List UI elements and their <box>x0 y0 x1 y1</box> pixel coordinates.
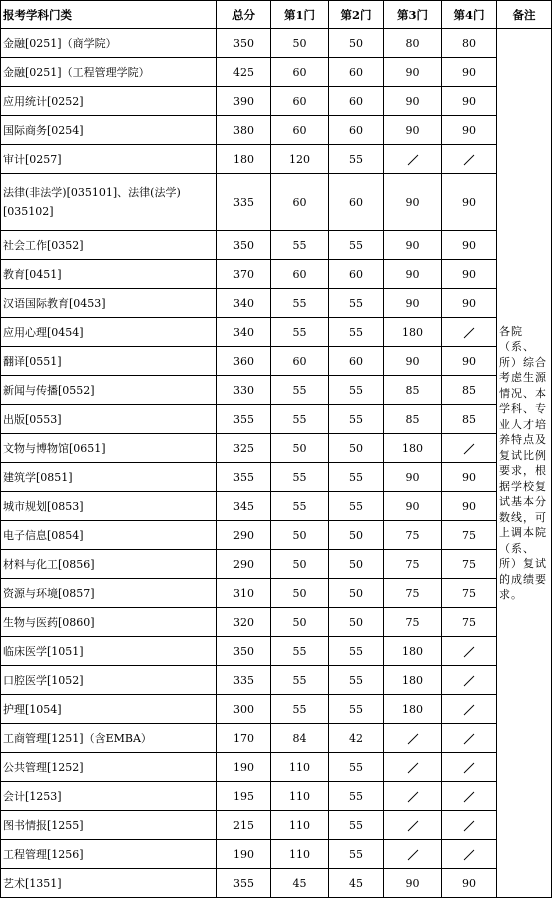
subject-cell: 国际商务[0254] <box>1 116 217 145</box>
third-score-cell: 90 <box>384 58 442 87</box>
second-score-cell: 50 <box>329 608 384 637</box>
fourth-score-cell: 75 <box>442 579 497 608</box>
subject-cell: 生物与医药[0860] <box>1 608 217 637</box>
third-score-cell: 90 <box>384 492 442 521</box>
first-score-cell: 45 <box>271 869 329 898</box>
table-row <box>1 840 552 869</box>
fourth-score-cell <box>442 666 497 695</box>
subject-cell: 应用心理[0454] <box>1 318 217 347</box>
table-row <box>1 434 552 463</box>
total-score-cell: 340 <box>217 318 271 347</box>
subject-cell: 护理[1054] <box>1 695 217 724</box>
first-score-cell: 50 <box>271 579 329 608</box>
table-row <box>1 231 552 260</box>
second-score-cell: 50 <box>329 434 384 463</box>
fourth-score-cell: 85 <box>442 376 497 405</box>
second-score-cell: 60 <box>329 260 384 289</box>
table-row <box>1 376 552 405</box>
second-score-cell: 60 <box>329 87 384 116</box>
slash-icon <box>463 849 475 861</box>
subject-cell: 教育[0451] <box>1 260 217 289</box>
header-subject: 报考学科门类 <box>1 1 217 29</box>
slash-icon <box>407 849 419 861</box>
subject-cell: 资源与环境[0857] <box>1 579 217 608</box>
second-score-cell: 50 <box>329 521 384 550</box>
first-score-cell: 60 <box>271 58 329 87</box>
subject-cell: 金融[0251]（工程管理学院） <box>1 58 217 87</box>
total-score-cell: 350 <box>217 29 271 58</box>
fourth-score-cell: 90 <box>442 116 497 145</box>
total-score-cell: 330 <box>217 376 271 405</box>
total-score-cell: 350 <box>217 637 271 666</box>
second-score-cell: 50 <box>329 550 384 579</box>
subject-cell: 公共管理[1252] <box>1 753 217 782</box>
total-score-cell: 340 <box>217 289 271 318</box>
total-score-cell: 350 <box>217 231 271 260</box>
slash-icon <box>463 646 475 658</box>
table-row <box>1 608 552 637</box>
total-score-cell: 190 <box>217 753 271 782</box>
third-score-cell <box>384 840 442 869</box>
total-score-cell: 300 <box>217 695 271 724</box>
second-score-cell: 55 <box>329 289 384 318</box>
third-score-cell <box>384 145 442 174</box>
table-row <box>1 405 552 434</box>
second-score-cell: 55 <box>329 231 384 260</box>
fourth-score-cell: 90 <box>442 869 497 898</box>
table-row <box>1 29 552 58</box>
total-score-cell: 425 <box>217 58 271 87</box>
fourth-score-cell <box>442 318 497 347</box>
third-score-cell: 85 <box>384 405 442 434</box>
fourth-score-cell <box>442 145 497 174</box>
table-row <box>1 724 552 753</box>
subject-cell: 审计[0257] <box>1 145 217 174</box>
subject-cell: 临床医学[1051] <box>1 637 217 666</box>
first-score-cell: 110 <box>271 840 329 869</box>
slash-icon <box>407 791 419 803</box>
total-score-cell: 290 <box>217 521 271 550</box>
subject-cell: 出版[0553] <box>1 405 217 434</box>
second-score-cell: 42 <box>329 724 384 753</box>
first-score-cell: 84 <box>271 724 329 753</box>
fourth-score-cell: 90 <box>442 87 497 116</box>
slash-icon <box>463 675 475 687</box>
third-score-cell: 90 <box>384 289 442 318</box>
first-score-cell: 60 <box>271 116 329 145</box>
first-score-cell: 50 <box>271 608 329 637</box>
second-score-cell: 55 <box>329 318 384 347</box>
header-third: 第3门 <box>384 1 442 29</box>
slash-icon <box>407 733 419 745</box>
first-score-cell: 55 <box>271 695 329 724</box>
fourth-score-cell <box>442 811 497 840</box>
subject-cell: 汉语国际教育[0453] <box>1 289 217 318</box>
second-score-cell: 60 <box>329 116 384 145</box>
subject-cell: 工程管理[1256] <box>1 840 217 869</box>
fourth-score-cell <box>442 434 497 463</box>
table-row <box>1 550 552 579</box>
first-score-cell: 55 <box>271 666 329 695</box>
subject-cell: 图书情报[1255] <box>1 811 217 840</box>
first-score-cell: 55 <box>271 492 329 521</box>
fourth-score-cell <box>442 782 497 811</box>
third-score-cell <box>384 782 442 811</box>
table-row <box>1 869 552 898</box>
first-score-cell: 60 <box>271 174 329 231</box>
table-row <box>1 492 552 521</box>
fourth-score-cell: 80 <box>442 29 497 58</box>
first-score-cell: 50 <box>271 29 329 58</box>
slash-icon <box>407 820 419 832</box>
third-score-cell <box>384 811 442 840</box>
fourth-score-cell: 85 <box>442 405 497 434</box>
table-row <box>1 666 552 695</box>
second-score-cell: 55 <box>329 145 384 174</box>
total-score-cell: 355 <box>217 869 271 898</box>
total-score-cell: 335 <box>217 174 271 231</box>
table-row <box>1 782 552 811</box>
third-score-cell: 180 <box>384 318 442 347</box>
fourth-score-cell: 75 <box>442 608 497 637</box>
second-score-cell: 50 <box>329 579 384 608</box>
second-score-cell: 55 <box>329 492 384 521</box>
total-score-cell: 180 <box>217 145 271 174</box>
second-score-cell: 45 <box>329 869 384 898</box>
table-row <box>1 463 552 492</box>
header-note: 备注 <box>497 1 552 29</box>
first-score-cell: 55 <box>271 231 329 260</box>
total-score-cell: 360 <box>217 347 271 376</box>
table-row <box>1 811 552 840</box>
first-score-cell: 55 <box>271 318 329 347</box>
first-score-cell: 60 <box>271 347 329 376</box>
slash-icon <box>407 154 419 166</box>
table-row <box>1 579 552 608</box>
slash-icon <box>463 443 475 455</box>
second-score-cell: 55 <box>329 463 384 492</box>
third-score-cell: 75 <box>384 579 442 608</box>
table-row <box>1 260 552 289</box>
table-row <box>1 695 552 724</box>
table-row <box>1 637 552 666</box>
table-row <box>1 347 552 376</box>
subject-cell: 口腔医学[1052] <box>1 666 217 695</box>
second-score-cell: 55 <box>329 376 384 405</box>
table-row <box>1 753 552 782</box>
subject-cell: 工商管理[1251]（含EMBA） <box>1 724 217 753</box>
first-score-cell: 55 <box>271 463 329 492</box>
third-score-cell <box>384 724 442 753</box>
total-score-cell: 325 <box>217 434 271 463</box>
third-score-cell: 75 <box>384 550 442 579</box>
table-row <box>1 87 552 116</box>
subject-cell: 材料与化工[0856] <box>1 550 217 579</box>
fourth-score-cell <box>442 753 497 782</box>
header-first: 第1门 <box>271 1 329 29</box>
total-score-cell: 190 <box>217 840 271 869</box>
header-fourth: 第4门 <box>442 1 497 29</box>
first-score-cell: 55 <box>271 405 329 434</box>
first-score-cell: 55 <box>271 289 329 318</box>
fourth-score-cell: 75 <box>442 521 497 550</box>
third-score-cell: 75 <box>384 521 442 550</box>
third-score-cell: 90 <box>384 347 442 376</box>
total-score-cell: 195 <box>217 782 271 811</box>
subject-cell: 社会工作[0352] <box>1 231 217 260</box>
subject-cell: 应用统计[0252] <box>1 87 217 116</box>
total-score-cell: 335 <box>217 666 271 695</box>
first-score-cell: 50 <box>271 521 329 550</box>
third-score-cell: 180 <box>384 637 442 666</box>
header-second: 第2门 <box>329 1 384 29</box>
total-score-cell: 370 <box>217 260 271 289</box>
table-row <box>1 289 552 318</box>
second-score-cell: 60 <box>329 58 384 87</box>
subject-cell: 文物与博物馆[0651] <box>1 434 217 463</box>
table-row <box>1 145 552 174</box>
first-score-cell: 55 <box>271 376 329 405</box>
total-score-cell: 310 <box>217 579 271 608</box>
table-row <box>1 521 552 550</box>
note-cell: 各院（系、所）综合考虑生源情况、本学科、专业人才培养特点及复试比例要求，根据学校复试基本分数线，可上调本院（系、所）复试的成绩要求。 <box>497 29 552 898</box>
second-score-cell: 55 <box>329 695 384 724</box>
fourth-score-cell: 90 <box>442 174 497 231</box>
subject-cell: 会计[1253] <box>1 782 217 811</box>
second-score-cell: 55 <box>329 782 384 811</box>
second-score-cell: 55 <box>329 840 384 869</box>
fourth-score-cell <box>442 637 497 666</box>
second-score-cell: 55 <box>329 811 384 840</box>
fourth-score-cell: 90 <box>442 463 497 492</box>
first-score-cell: 55 <box>271 637 329 666</box>
subject-cell: 新闻与传播[0552] <box>1 376 217 405</box>
table-row <box>1 318 552 347</box>
table-row <box>1 116 552 145</box>
second-score-cell: 60 <box>329 347 384 376</box>
second-score-cell: 55 <box>329 753 384 782</box>
fourth-score-cell: 90 <box>442 58 497 87</box>
fourth-score-cell <box>442 695 497 724</box>
subject-cell: 艺术[1351] <box>1 869 217 898</box>
slash-icon <box>463 791 475 803</box>
slash-icon <box>463 327 475 339</box>
third-score-cell: 180 <box>384 434 442 463</box>
fourth-score-cell: 90 <box>442 492 497 521</box>
first-score-cell: 50 <box>271 550 329 579</box>
first-score-cell: 110 <box>271 753 329 782</box>
first-score-cell: 120 <box>271 145 329 174</box>
first-score-cell: 110 <box>271 811 329 840</box>
slash-icon <box>463 154 475 166</box>
fourth-score-cell <box>442 840 497 869</box>
fourth-score-cell: 90 <box>442 289 497 318</box>
slash-icon <box>463 762 475 774</box>
second-score-cell: 50 <box>329 29 384 58</box>
total-score-cell: 320 <box>217 608 271 637</box>
total-score-cell: 215 <box>217 811 271 840</box>
second-score-cell: 55 <box>329 637 384 666</box>
first-score-cell: 50 <box>271 434 329 463</box>
total-score-cell: 345 <box>217 492 271 521</box>
total-score-cell: 355 <box>217 405 271 434</box>
total-score-cell: 380 <box>217 116 271 145</box>
fourth-score-cell: 75 <box>442 550 497 579</box>
third-score-cell: 90 <box>384 174 442 231</box>
total-score-cell: 390 <box>217 87 271 116</box>
first-score-cell: 60 <box>271 87 329 116</box>
slash-icon <box>463 704 475 716</box>
slash-icon <box>407 762 419 774</box>
fourth-score-cell: 90 <box>442 231 497 260</box>
second-score-cell: 55 <box>329 666 384 695</box>
fourth-score-cell: 90 <box>442 347 497 376</box>
subject-cell: 翻译[0551] <box>1 347 217 376</box>
third-score-cell: 90 <box>384 87 442 116</box>
slash-icon <box>463 733 475 745</box>
header-total: 总分 <box>217 1 271 29</box>
third-score-cell <box>384 753 442 782</box>
second-score-cell: 55 <box>329 405 384 434</box>
third-score-cell: 180 <box>384 666 442 695</box>
third-score-cell: 85 <box>384 376 442 405</box>
third-score-cell: 90 <box>384 260 442 289</box>
third-score-cell: 80 <box>384 29 442 58</box>
fourth-score-cell <box>442 724 497 753</box>
first-score-cell: 110 <box>271 782 329 811</box>
third-score-cell: 90 <box>384 116 442 145</box>
third-score-cell: 90 <box>384 869 442 898</box>
third-score-cell: 90 <box>384 231 442 260</box>
slash-icon <box>463 820 475 832</box>
subject-cell: 电子信息[0854] <box>1 521 217 550</box>
subject-cell: 建筑学[0851] <box>1 463 217 492</box>
table-row <box>1 58 552 87</box>
header-row <box>1 1 552 29</box>
third-score-cell: 75 <box>384 608 442 637</box>
total-score-cell: 355 <box>217 463 271 492</box>
table-row <box>1 174 552 231</box>
total-score-cell: 290 <box>217 550 271 579</box>
fourth-score-cell: 90 <box>442 260 497 289</box>
subject-cell: 金融[0251]（商学院） <box>1 29 217 58</box>
table-body <box>1 29 552 898</box>
third-score-cell: 90 <box>384 463 442 492</box>
total-score-cell: 170 <box>217 724 271 753</box>
third-score-cell: 180 <box>384 695 442 724</box>
second-score-cell: 60 <box>329 174 384 231</box>
subject-cell: 法律(非法学)[035101]、法律(法学)[035102] <box>1 174 217 231</box>
first-score-cell: 60 <box>271 260 329 289</box>
subject-cell: 城市规划[0853] <box>1 492 217 521</box>
